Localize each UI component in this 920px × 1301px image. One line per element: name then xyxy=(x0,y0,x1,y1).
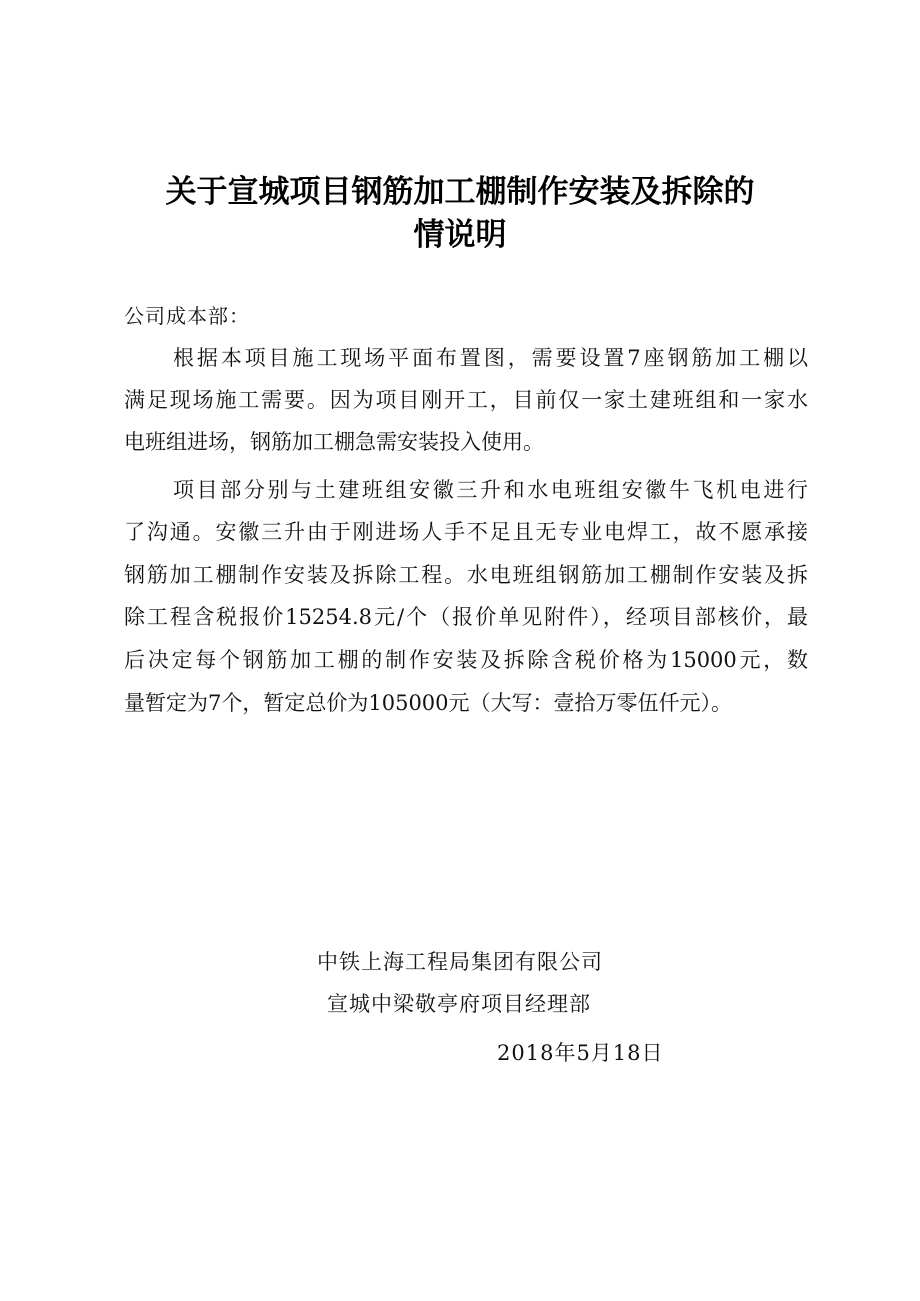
document-title-line-1: 关于宣城项目钢筋加工棚制作安装及拆除的 xyxy=(165,174,755,210)
paragraph-1-line: 满足现场施工需要。因为项目刚开工，目前仅一家土建班组和一家水 xyxy=(124,388,808,412)
paragraph-1-line: 电班组进场，钢筋加工棚急需安装投入使用。 xyxy=(124,430,544,454)
paragraph-2-line: 钢筋加工棚制作安装及拆除工程。水电班组钢筋加工棚制作安装及拆 xyxy=(124,563,808,587)
paragraph-1-line: 根据本项目施工现场平面布置图，需要设置7座钢筋加工棚以 xyxy=(173,346,808,370)
paragraph-2-line: 除工程含税报价15254.8元/个（报价单见附件），经项目部核价，最 xyxy=(124,605,808,629)
paragraph-2-line: 量暂定为7个，暂定总价为105000元（大写：壹拾万零伍仟元）。 xyxy=(124,691,733,715)
paragraph-2-line: 项目部分别与土建班组安徽三升和水电班组安徽牛飞机电进行 xyxy=(173,478,808,502)
signature-department: 宣城中梁敬亭府项目经理部 xyxy=(327,992,591,1016)
document-title-line-2: 情说明 xyxy=(413,217,507,253)
paragraph-2-line: 了沟通。安徽三升由于刚进场人手不足且无专业电焊工，故不愿承接 xyxy=(124,520,808,544)
salutation: 公司成本部： xyxy=(124,304,250,328)
signature-date: 2018年5月18日 xyxy=(497,1041,664,1065)
signature-company: 中铁上海工程局集团有限公司 xyxy=(317,950,603,974)
paragraph-2-line: 后决定每个钢筋加工棚的制作安装及拆除含税价格为15000元，数 xyxy=(124,648,808,672)
